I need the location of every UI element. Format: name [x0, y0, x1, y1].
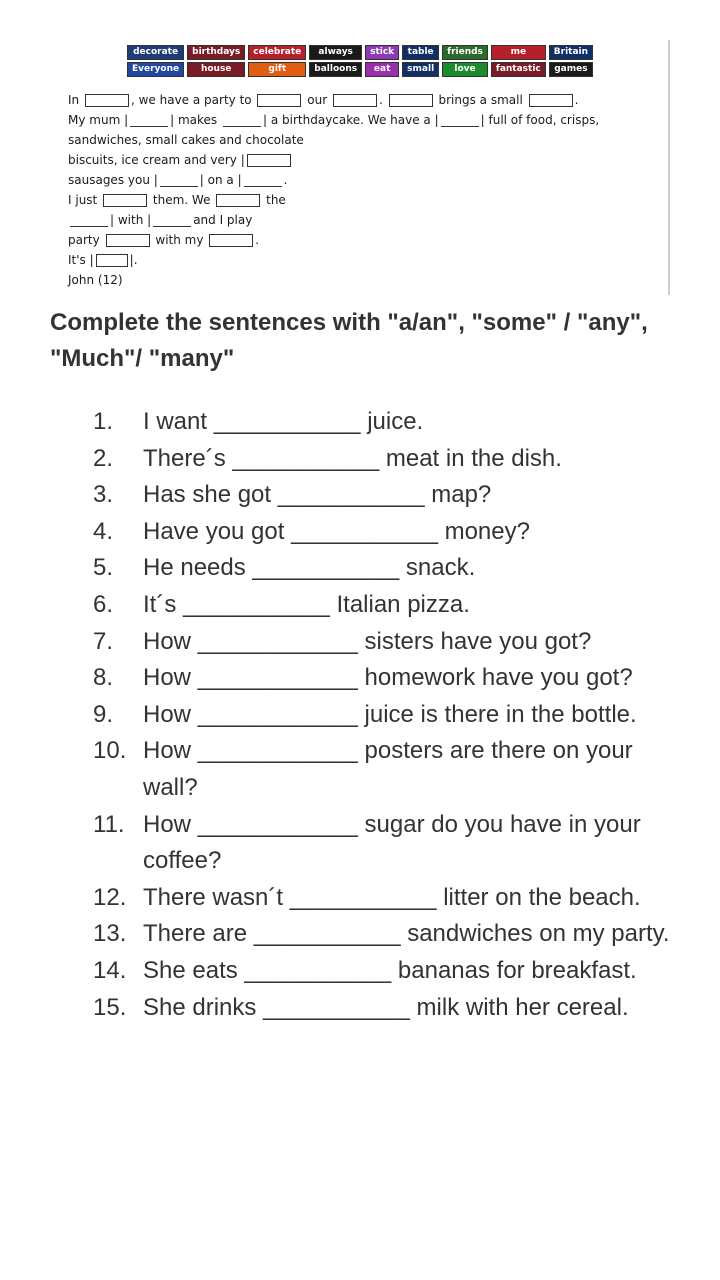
blank-box: [247, 154, 291, 167]
text-fragment: them. We: [152, 193, 211, 207]
exercise-item: [93, 697, 683, 734]
text-fragment: , we have a party to: [130, 93, 252, 107]
exercise-item: [93, 880, 683, 917]
text-fragment: biscuits, ice cream and very |: [68, 153, 245, 167]
exercise-number: 2.: [93, 444, 114, 472]
text-fragment: | with |: [110, 213, 152, 227]
word-tile: birthdays: [187, 45, 245, 60]
text-fragment: | full of food, crisps,: [480, 113, 600, 127]
text-fragment: .: [379, 93, 383, 107]
text-fragment: In: [68, 93, 80, 107]
word-tile: eat: [365, 62, 399, 77]
exercise-item: [93, 624, 683, 661]
exercise-text: How ____________ homework have you got?: [143, 664, 633, 692]
blank-box: [96, 254, 128, 267]
worksheet-signature: John (12): [68, 273, 123, 287]
exercise-item: [93, 404, 683, 441]
exercise-list: [93, 404, 683, 1026]
word-tile: fantastic: [491, 62, 546, 77]
text-fragment: My mum |: [68, 113, 129, 127]
exercise-item: [93, 514, 683, 551]
text-fragment: | a birthdaycake. We have a |: [263, 113, 439, 127]
word-tile: decorate: [127, 45, 184, 60]
blank-box: [333, 94, 377, 107]
text-fragment: It's |: [68, 253, 94, 267]
exercise-item: [93, 477, 683, 514]
exercise-text: Has she got ___________ map?: [143, 481, 492, 509]
exercise-number: 6.: [93, 590, 114, 618]
text-fragment: I just: [68, 193, 98, 207]
worksheet-image: [50, 40, 670, 295]
text-fragment: .: [283, 173, 288, 187]
word-tile: friends: [442, 45, 488, 60]
blank-line: [441, 115, 479, 127]
exercise-text: How ____________ posters are there on your wall?: [143, 737, 633, 801]
text-fragment: the: [266, 193, 286, 207]
text-fragment: .: [574, 93, 579, 107]
blank-line: [153, 215, 191, 227]
exercise-item: [93, 660, 683, 697]
word-tile: stick: [365, 45, 399, 60]
text-fragment: sausages you |: [68, 173, 158, 187]
text-fragment: .: [255, 233, 260, 247]
exercise-number: 3.: [93, 481, 114, 509]
text-fragment: sandwiches, small cakes and chocolate: [68, 133, 304, 147]
exercise-text: He needs ___________ snack.: [143, 554, 476, 582]
worksheet-line: [68, 170, 668, 190]
exercise-item: [93, 550, 683, 587]
word-tile: table: [402, 45, 439, 60]
word-tile: love: [442, 62, 488, 77]
worksheet-line: [68, 130, 668, 150]
exercise-text: It´s ___________ Italian pizza.: [143, 590, 470, 618]
exercise-text: I want ___________ juice.: [143, 408, 424, 435]
exercise-item: [93, 990, 683, 1027]
blank-line: [130, 115, 168, 127]
blank-box: [85, 94, 129, 107]
exercise-item: [93, 441, 683, 478]
exercise-number: 13.: [93, 920, 127, 948]
word-tile: Everyone: [127, 62, 184, 77]
worksheet-line: [68, 270, 668, 290]
exercise-text: There are ___________ sandwiches on my party.: [143, 920, 670, 948]
exercise-text: How ____________ juice is there in the bottle.: [143, 700, 637, 728]
word-bank: [127, 45, 593, 77]
exercise-number: 10.: [93, 737, 127, 765]
word-tile: small: [402, 62, 439, 77]
exercise-item: [93, 587, 683, 624]
exercise-item: [93, 953, 683, 990]
blank-line: [70, 215, 108, 227]
exercise-item: [93, 916, 683, 953]
exercise-text: She eats ___________ bananas for breakfast.: [143, 956, 637, 984]
text-fragment: | on a |: [199, 173, 242, 187]
exercise-number: 5.: [93, 554, 114, 582]
text-fragment: |.: [129, 253, 138, 267]
text-fragment: | makes: [170, 113, 218, 127]
blank-box: [103, 194, 147, 207]
exercise-text: She drinks ___________ milk with her cereal.: [143, 993, 629, 1021]
word-tile: celebrate: [248, 45, 306, 60]
text-fragment: brings a small: [438, 93, 523, 107]
text-fragment: our: [307, 93, 328, 107]
exercise-text: Have you got ___________ money?: [143, 517, 530, 545]
word-tile: gift: [248, 62, 306, 77]
exercise-number: 1.: [93, 408, 114, 435]
text-fragment: party: [68, 233, 100, 247]
word-tile: always: [309, 45, 362, 60]
text-fragment: with my: [155, 233, 204, 247]
worksheet-line: [68, 110, 668, 130]
blank-box: [389, 94, 433, 107]
word-tile: house: [187, 62, 245, 77]
exercise-number: 8.: [93, 664, 114, 692]
exercise-number: 9.: [93, 700, 114, 728]
worksheet-line: [68, 190, 668, 210]
blank-box: [216, 194, 260, 207]
word-tile: balloons: [309, 62, 362, 77]
blank-line: [160, 175, 198, 187]
worksheet-text: [68, 90, 668, 290]
exercise-text: There´s ___________ meat in the dish.: [143, 444, 562, 472]
worksheet-line: [68, 250, 668, 270]
blank-box: [106, 234, 150, 247]
word-tile: games: [549, 62, 593, 77]
exercise-number: 7.: [93, 627, 114, 655]
exercise-number: 4.: [93, 517, 114, 545]
exercise-number: 15.: [93, 993, 127, 1021]
worksheet-line: [68, 150, 668, 170]
text-fragment: and I play: [193, 213, 253, 227]
exercise-text: How ____________ sugar do you have in your coffee?: [143, 810, 641, 875]
blank-line: [223, 115, 261, 127]
exercise-item: [93, 733, 683, 806]
exercise-number: 11.: [93, 810, 125, 838]
blank-box: [209, 234, 253, 247]
word-tile: me: [491, 45, 546, 60]
blank-box: [529, 94, 573, 107]
blank-box: [257, 94, 301, 107]
exercise-text: There wasn´t ___________ litter on the beach.: [143, 883, 641, 911]
blank-line: [244, 175, 282, 187]
word-tile: Britain: [549, 45, 593, 60]
exercise-number: 12.: [93, 883, 127, 911]
exercise-number: 14.: [93, 956, 127, 984]
exercise-item: [93, 807, 683, 880]
worksheet-line: [68, 230, 668, 250]
exercise-text: How ____________ sisters have you got?: [143, 627, 592, 655]
worksheet-line: [68, 210, 668, 230]
worksheet-line: [68, 90, 668, 110]
exercise-heading: Complete the sentences with "a/an", "some" / "any", "Much"/ "many": [50, 309, 648, 372]
